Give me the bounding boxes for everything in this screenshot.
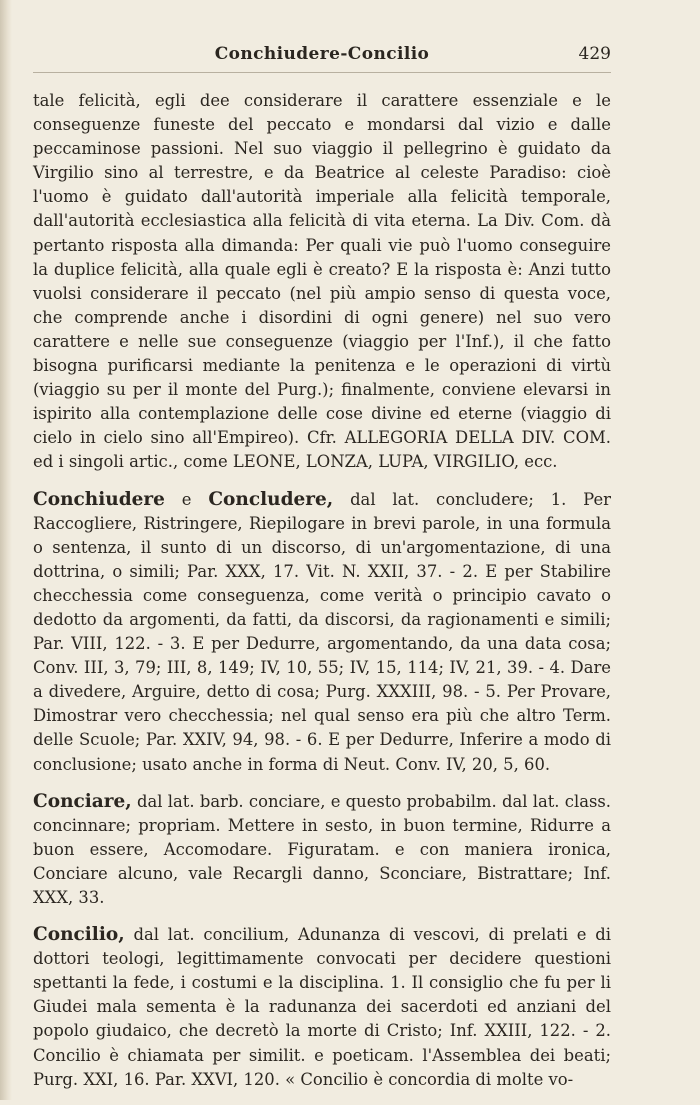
headword-connector: e	[164, 489, 209, 509]
entry-text: dal lat. concludere; 1. Per Raccogliere, Ristringere, Riepilogare in brevi parole, in una formula o sentenza, il sunto di un discorso, di un'argomentazione, di una dottrina, o simili; Par. XXX, 17. Vit. N. XXII, 37. - 2. E per Stabilire checchessia come conseguenza, come verità o principio cavato o dedotto da argomenti, da fatti, da discorsi, da ragionamenti e simili; Par. VIII, 122. - 3. E per Dedurre, argomentando, da una data cosa; Conv. III, 3, 79; III, 8, 149; IV, 10, 55; IV, 15, 114; IV, 21, 39. - 4. Dare a divedere, Arguire, detto di cosa; Purg. XXXIII, 98. - 5. Per Provare, Dimostrar vero checchessia; nel qual senso era più che altro Term. delle Scuole; Par. XXIV, 94, 98. - 6. E per Dedurre, Inferire a modo di conclusione; usato anche in forma di Neut. Conv. IV, 20, 5, 60.	[33, 489, 612, 774]
entry-continuation	[33, 89, 611, 475]
page-number: 429	[578, 44, 611, 64]
entry-conchiudere	[33, 488, 611, 777]
entry-concilio	[33, 923, 611, 1092]
headword-conciare: Conciare,	[33, 790, 132, 812]
dictionary-page	[33, 44, 611, 1105]
running-head	[33, 44, 611, 73]
headword-concilio: Concilio,	[33, 924, 125, 946]
entry-text: tale felicità, egli dee considerare il carattere essenziale e le conseguenze funeste del peccato e mondarsi dal vizio e dalle peccaminose passioni. Nel suo viaggio il pellegrino è guidato da Virgilio sino al terrestre, e da Beatrice al celeste Paradiso: cioè l'uomo è guidato dall'autorità imperiale alla felicità temporale, dall'autorità ecclesiastica alla felicità di vita eterna. La Div. Com. dà pertanto risposta alla dimanda: Per quali vie può l'uomo conseguire la duplice felicità, alla quale egli è creato? E la risposta è: Anzi tutto vuolsi considerare il peccato (nel più ampio senso di questa voce, che comprende anche i disordini di ogni genere) nel suo vero carattere e nelle sue conseguenze (viaggio per l'Inf.), il che fatto bisogna purificarsi mediante la penitenza e le operazioni di virtù (viaggio su per il monte del Purg.); finalmente, conviene elevarsi in ispirito alla contemplazione delle cose divine ed eterne (viaggio di cielo in cielo sino all'Empireo). Cfr. ALLEGORIA DELLA DIV. COM. ed i singoli artic., come LEONE, LONZA, LUPA, VIRGILIO, ecc.	[33, 91, 611, 472]
headword-concludere: Concludere,	[208, 488, 334, 510]
entry-text: dal lat. concilium, Adunanza di vescovi, di prelati e di dottori teologi, legittimamente convocati per decidere questioni spettanti la fede, i costumi e la disciplina. 1. Il consiglio che fu per li Giudei mala sementa è la radunanza dei sacerdoti ed anziani del popolo giudaico, che decretò la morte di Cristo; Inf. XXIII, 122. - 2. Concilio è chiamata per similit. e poeticam. l'Assemblea dei beati; Purg. XXI, 16. Par. XXVI, 120. « Concilio è concordia di molte vo-	[33, 925, 611, 1089]
entry-text: dal lat. barb. conciare, e questo probabilm. dal lat. class. concinnare; propriam. Mettere in sesto, in buon termine, Ridurre a buon essere, Accomodare. Figuratam. e con maniera ironica, Conciare alcuno, vale Recargli danno, Sconciare, Bistrattare; Inf. XXX, 33.	[33, 791, 611, 907]
running-title: Conchiudere-Concilio	[214, 44, 430, 64]
entry-conciare	[33, 790, 611, 910]
book-spine-shadow	[0, 0, 12, 1100]
headword-conchiudere: Conchiudere	[33, 488, 165, 510]
